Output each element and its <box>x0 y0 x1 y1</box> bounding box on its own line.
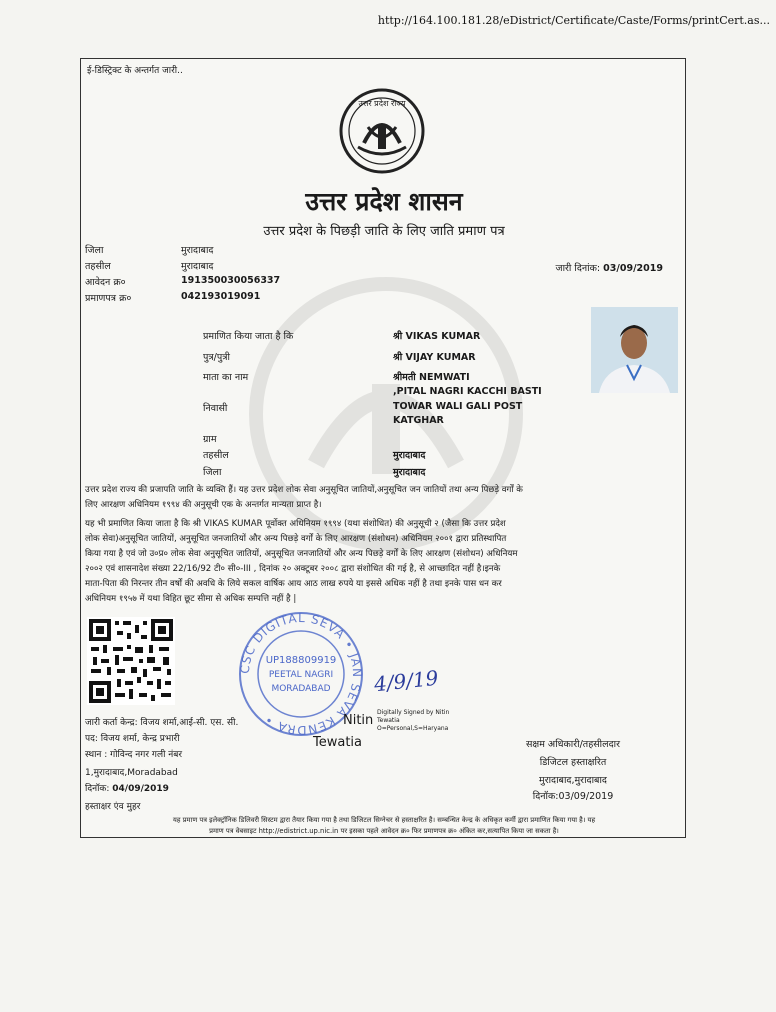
government-title: उत्तर प्रदेश शासन <box>305 187 463 216</box>
issuer-date-value: 04/09/2019 <box>112 784 169 794</box>
statement-line: लोक सेवा)अनुसूचित जातियों, अनुसूचित जनजातियों और अन्य पिछड़े वर्गों के लिए आरक्षण (संशोधन) अधिनियम २००१ द्वारा प्रतिस्थापित <box>85 534 507 544</box>
address-label: निवासी <box>203 403 228 414</box>
digital-signature-line: Digitally Signed by Nitin <box>377 709 450 716</box>
statement-line: माता-पिता की निरन्तर तीन वर्षों की अवधि के लिये सकल वार्षिक आय आठ लाख रुपये या इससे अधिक नहीं है तथा इनके पास धन कर <box>85 579 502 589</box>
authority-digital-sign: डिजिटल हस्ताक्षरित <box>539 757 607 768</box>
village-label: ग्राम <box>203 434 217 445</box>
up-state-emblem-icon <box>338 87 426 175</box>
signature-and-seal-label: हस्ताक्षर एंव मुहर <box>85 802 141 812</box>
qr-code <box>87 617 175 705</box>
issuer-place: स्थान : गोविन्द नगर गली नंबर <box>85 750 183 760</box>
address-line-3: KATGHAR <box>393 415 444 426</box>
applicant-photo <box>591 307 678 393</box>
page-url: http://164.100.181.28/eDistrict/Certificate/Caste/Forms/printCert.as... <box>377 14 770 27</box>
certificate-number-value: 042193019091 <box>181 291 261 302</box>
certificate <box>80 58 686 838</box>
mother-name: श्रीमती NEMWATI <box>393 372 470 383</box>
caste-statement-line: लिए आरक्षण अधिनियम १९९४ की अनुसूची एक के अन्तर्गत मान्यता प्राप्त है। <box>85 500 322 510</box>
district-label: जिला <box>85 245 104 256</box>
stamp-line-2: MORADABAD <box>271 684 331 694</box>
statement-line: २००२ एवं शासनादेश संख्या 22/16/92 टी० सी०-III , दिनांक २० अक्टूबर २००८ द्वारा संशोधित की गई है, से आच्छादित नहीं है।इनके <box>85 564 501 574</box>
svg-text:उत्तर प्रदेश राज्य: उत्तर प्रदेश राज्य <box>358 99 406 108</box>
mother-label: माता का नाम <box>203 372 249 383</box>
digital-signature-line: Tewatia <box>377 717 400 724</box>
issue-date <box>556 261 663 274</box>
address-line-2: TOWAR WALI GALI POST <box>393 401 523 412</box>
svg-text:CSC DIGITAL SEVA • JAN SEVA KE: CSC DIGITAL SEVA • JAN SEVA KENDRA • <box>237 610 365 738</box>
certificate-number-label: प्रमाणपत्र क्र० <box>85 293 132 304</box>
creamy-layer-statement <box>85 517 681 607</box>
verification-note-line: प्रमाण पत्र वेबसाइट http://edistrict.up.nic.in पर इसका पहले आवेदन क्र० फिर प्रमाणपत्र क्र० अंकित कर,सत्यापित किया जा सकता है। <box>209 827 559 835</box>
signer-first-name: Nitin <box>343 713 374 728</box>
certificate-title: उत्तर प्रदेश के पिछड़ी जाति के लिए जाति प्रमाण पत्र <box>263 224 505 239</box>
person-tehsil-label: तहसील <box>203 450 229 461</box>
issuing-kendra: जारी कर्ता केन्द्र: विजय शर्मा,आई-सी. एस. सी. <box>85 718 239 728</box>
verification-note <box>81 815 686 837</box>
issuer-place-2: 1,मुरादाबाद,Moradabad <box>85 768 178 778</box>
district-value: मुरादाबाद <box>181 245 214 256</box>
person-tehsil-value: मुरादाबाद <box>393 450 426 461</box>
verification-note-line: यह प्रमाण पत्र इलेक्ट्रॉनिक डिलिवरी सिस्टम द्वारा तैयार किया गया है तथा डिजिटल सिग्नेचर से हस्ताक्षरित है। सम्बन्धित केन्द्र के अधिकृत कर्मी द्वारा प्रमाणित किया गया है। यह <box>172 816 596 824</box>
tehsil-label: तहसील <box>85 261 111 272</box>
statement-line: किया गया है एवं जो उ०प्र० लोक सेवा अनुसूचित जातियों, अनुसूचित जनजातियों और अन्य पिछड़े वर्गों के लिए आरक्षण (संशोधन) अधिनियम <box>85 549 518 559</box>
caste-statement-line: उत्तर प्रदेश राज्य की प्रजापति जाति के व्यक्ति हैं। यह उत्तर प्रदेश लोक सेवा अनुसूचित जातियों,अनुसूचित जन जातियों तथा अन्य पिछड़े वर्गों के <box>85 485 523 495</box>
application-number-label: आवेदन क्र० <box>85 277 126 288</box>
person-district-label: जिला <box>203 467 222 478</box>
parent-label: पुत्र/पुत्री <box>203 352 230 363</box>
authority-place: मुरादाबाद,मुरादाबाद <box>539 775 607 786</box>
issued-under-text: ई-डिस्ट्रिक्ट के अन्तर्गत जारी.. <box>87 66 183 76</box>
tehsil-value: मुरादाबाद <box>181 261 214 272</box>
issuer-date-label: दिनॉक: <box>85 784 110 794</box>
issuer-date <box>85 781 169 794</box>
stamp-line-1: PEETAL NAGRI <box>268 670 334 680</box>
digital-signature-details <box>377 709 449 733</box>
digital-signature-line: O=Personal,S=Haryana <box>377 725 449 732</box>
certified-label: प्रमाणित किया जाता है कि <box>203 331 294 342</box>
authority-title: सक्षम अधिकारी/तहसीलदार <box>526 739 620 750</box>
statement-line: यह भी प्रमाणित किया जाता है कि श्री VIKAS KUMAR पूर्वोक्त अधिनियम १९९४ (यथा संशोधित) की अनुसूची २ (जैसा कि उत्तर प्रदेश <box>85 519 506 529</box>
issue-date-label: जारी दिनांक: <box>555 263 601 274</box>
handwritten-signature-mark: 4/9/19 <box>372 665 440 697</box>
father-name: श्री VIJAY KUMAR <box>393 352 476 363</box>
applicant-name: श्री VIKAS KUMAR <box>393 331 481 342</box>
caste-statement <box>85 483 681 513</box>
signer-last-name: Tewatia <box>313 735 363 750</box>
issue-date-value: 03/09/2019 <box>603 263 663 274</box>
application-number-value: 191350030056337 <box>181 275 281 286</box>
stamp-id: UP188809919 <box>265 655 337 666</box>
authority-date: दिनॉक:03/09/2019 <box>532 791 614 802</box>
statement-line: अधिनियम १९५७ में यथा विहित छूट सीमा से अधिक सम्पत्ति नहीं है | <box>85 594 297 604</box>
person-district-value: मुरादाबाद <box>393 467 426 478</box>
issuer-post: पद: विजय शर्मा, केन्द्र प्रभारी <box>85 734 180 744</box>
address-line-1: ,PITAL NAGRI KACCHI BASTI <box>393 386 542 397</box>
